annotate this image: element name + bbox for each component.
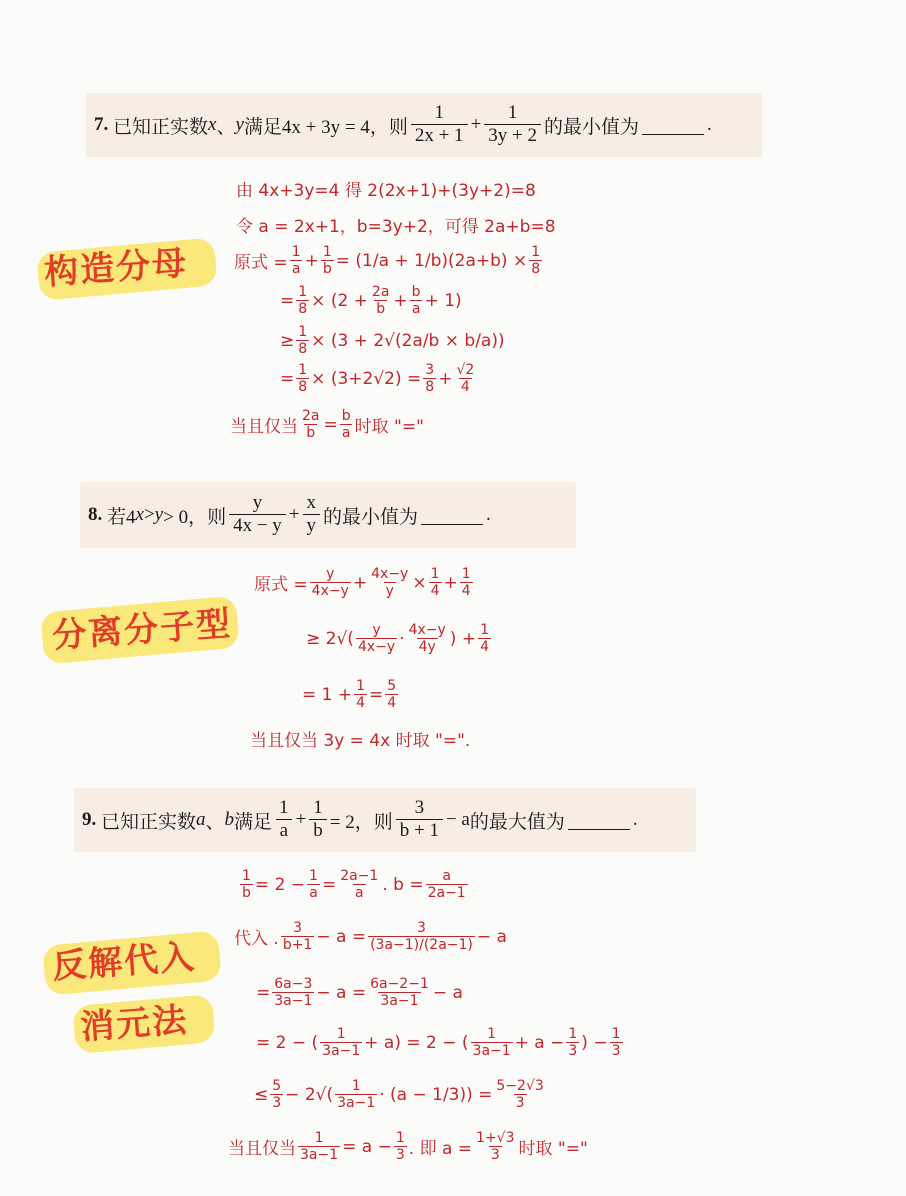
q7-fraction-2: $\frac{1}{3y + 2}$ <box>484 102 541 148</box>
s9-line-3: = $\frac{6a-3}{3a-1}$ − a = $\frac{6a-2-1}{3a-1}$ − a <box>256 976 463 1010</box>
method-tag-9b: 消元法 <box>78 1000 190 1048</box>
s7-line-7: 当且仅当 $\frac{2a}{b}$ = $\frac{b}{a}$ 时取 "=" <box>230 408 424 442</box>
s7-line-6: = $\frac{1}{8}$ × (3+2√2) = $\frac{3}{8}$ + $\frac{√2}{4}$ <box>280 362 475 396</box>
method-tag-9a: 反解代入 <box>51 937 198 987</box>
s9-line-1: $\frac{1}{b}$ = 2 − $\frac{1}{a}$ = $\frac{2a-1}{a}$ . b = $\frac{a}{2a-1}$ <box>242 868 466 902</box>
question-9: 9. 已知正实数 a 、 b 满足 $\frac{1}{a}$ + $\frac{1}{b}$ = 2，则 $\frac{3}{b + 1}$ − a 的最大值为 . <box>74 788 696 852</box>
method-tag-8: 分离分子型 <box>51 603 234 657</box>
q9-number: 9. <box>82 809 97 830</box>
s8-line-2: ≥ 2√( $\frac{y}{4x-y}$ · $\frac{4x-y}{4y}$ ) + $\frac{1}{4}$ <box>306 622 489 656</box>
s7-line-4: = $\frac{1}{8}$ × (2 + $\frac{2a}{b}$ + $\frac{b}{a}$ + 1) <box>280 284 462 318</box>
q8-fraction-1: $\frac{y}{4x - y}$ <box>229 492 286 538</box>
q9-fraction-1: $\frac{1}{a}$ <box>275 797 293 843</box>
q9-fraction-3: $\frac{3}{b + 1}$ <box>396 797 443 843</box>
answer-blank <box>421 506 483 525</box>
method-tag-7: 构造分母 <box>43 243 190 293</box>
s8-line-4: 当且仅当 3y = 4x 时取 "=". <box>250 731 471 751</box>
s9-line-6: 当且仅当 $\frac{1}{3a-1}$ = a − $\frac{1}{3}$ . 即 a = $\frac{1+√3}{3}$ 时取 "=" <box>228 1130 588 1164</box>
q7-number: 7. <box>94 114 109 135</box>
s7-line-2: 令 a = 2x+1，b=3y+2，可得 2a+b=8 <box>236 217 556 237</box>
q8-fraction-2: $\frac{x}{y}$ <box>303 492 321 538</box>
s9-line-2: 代入 . $\frac{3}{b+1}$ − a = $\frac{3}{(3a-1)/(2a-1)}$ − a <box>234 920 507 954</box>
s8-line-1: 原式 = $\frac{y}{4x-y}$ + $\frac{4x-y}{y}$ × $\frac{1}{4}$ + $\frac{1}{4}$ <box>254 566 471 600</box>
s7-line-3: 原式 = $\frac{1}{a}$ + $\frac{1}{b}$ = (1/a + 1/b)(2a+b) × $\frac{1}{8}$ <box>234 244 541 278</box>
question-8: 8. 若4 x > y > 0，则 $\frac{y}{4x - y}$ + $\frac{x}{y}$ 的最小值为 . <box>80 482 576 548</box>
s7-line-5: ≥ $\frac{1}{8}$ × (3 + 2√(2a/b × b/a)) <box>280 324 505 358</box>
s9-line-4: = 2 − ( $\frac{1}{3a-1}$ + a) = 2 − ( $\frac{1}{3a-1}$ + a − $\frac{1}{3}$ ) − $\frac{1}{3}$ <box>256 1026 621 1060</box>
q7-fraction-1: $\frac{1}{2x + 1}$ <box>411 102 468 148</box>
q9-fraction-2: $\frac{1}{b}$ <box>309 797 327 843</box>
q8-number: 8. <box>88 504 103 525</box>
s7-line-1: 由 4x+3y=4 得 2(2x+1)+(3y+2)=8 <box>236 181 536 201</box>
question-7: 7. 已知正实数 x 、 y 满足4x + 3y = 4，则 $\frac{1}{2x + 1}$ + $\frac{1}{3y + 2}$ 的最小值为 . <box>86 93 762 157</box>
answer-blank <box>568 811 630 830</box>
answer-blank <box>642 116 704 135</box>
s9-line-5: ≤ $\frac{5}{3}$ − 2√( $\frac{1}{3a-1}$ · (a − 1/3)) = $\frac{5-2√3}{3}$ <box>254 1078 544 1112</box>
s8-line-3: = 1 + $\frac{1}{4}$ = $\frac{5}{4}$ <box>302 678 397 712</box>
